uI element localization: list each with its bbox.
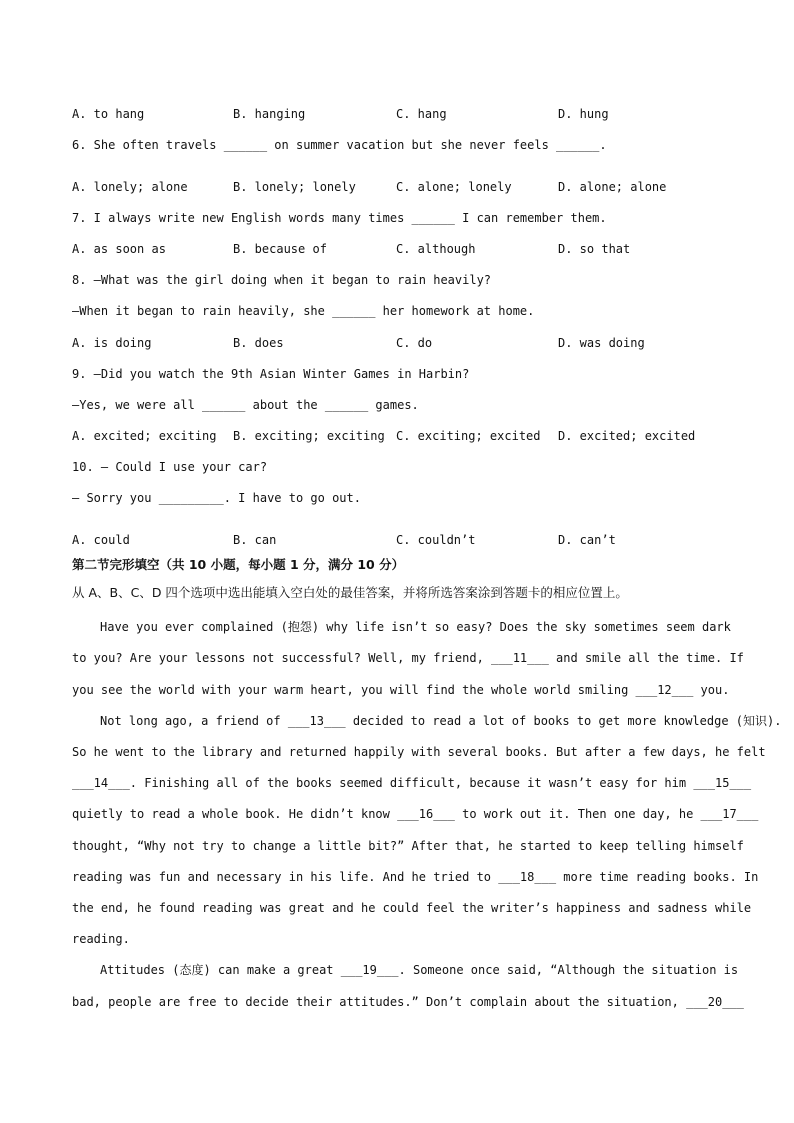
q10-option-d: D. can’t xyxy=(558,533,616,547)
q8-option-c: C. do xyxy=(396,336,433,350)
q9-stem-question: 9. —Did you watch the 9th Asian Winter Games in Harbin? xyxy=(72,367,470,381)
passage-line: reading was fun and necessary in his life. And he tried to ___18___ more time reading books. In xyxy=(72,870,759,884)
passage-line: you see the world with your warm heart, you will find the whole world smiling ___12___ you. xyxy=(72,683,730,697)
q8-option-a: A. is doing xyxy=(72,336,152,350)
q6-option-a: A. lonely; alone xyxy=(72,180,188,194)
q5-option-c: C. hang xyxy=(396,107,447,121)
q6-stem: 6. She often travels ______ on summer vacation but she never feels ______. xyxy=(72,138,607,152)
q9-option-b: B. exciting; exciting xyxy=(233,429,385,443)
passage-line: to you? Are your lessons not successful? Well, my friend, ___11___ and smile all the time. If xyxy=(72,651,744,665)
q5-options xyxy=(72,106,732,122)
passage-line: bad, people are free to decide their attitudes.” Don’t complain about the situation, ___20___ xyxy=(72,995,744,1009)
q7-stem: 7. I always write new English words many times ______ I can remember them. xyxy=(72,211,607,225)
q5-option-d: D. hung xyxy=(558,107,609,121)
q8-stem-question: 8. —What was the girl doing when it began to rain heavily? xyxy=(72,273,492,287)
q6-option-d: D. alone; alone xyxy=(558,180,667,194)
q9-stem-answer: —Yes, we were all ______ about the ______ games. xyxy=(72,398,419,412)
q8-options xyxy=(72,335,732,351)
q9-option-c: C. exciting; excited xyxy=(396,429,541,443)
q9-option-d: D. excited; excited xyxy=(558,429,696,443)
q10-options xyxy=(72,532,732,548)
passage-line: Have you ever complained (抱怨) why life isn’t so easy? Does the sky sometimes seem dark xyxy=(100,620,731,634)
section-instruction: 从 A、B、C、D 四个选项中选出能填入空白处的最佳答案，并将所选答案涂到答题卡的相应位置上。 xyxy=(72,585,628,600)
q6-option-c: C. alone; lonely xyxy=(396,180,512,194)
q5-option-b: B. hanging xyxy=(233,107,306,121)
q6-option-b: B. lonely; lonely xyxy=(233,180,356,194)
passage-line: thought, “Why not try to change a little bit?” After that, he started to keep telling himself xyxy=(72,839,744,853)
q9-option-a: A. excited; exciting xyxy=(72,429,217,443)
q6-options xyxy=(72,179,732,195)
q7-options xyxy=(72,241,732,257)
section-heading: 第二节完形填空（共 10 小题，每小题 1 分，满分 10 分） xyxy=(72,557,405,572)
q7-option-c: C. although xyxy=(396,242,476,256)
passage-line: reading. xyxy=(72,932,130,946)
passage-line: ___14___. Finishing all of the books seemed difficult, because it wasn’t easy for him ___15___ xyxy=(72,776,752,790)
q8-option-d: D. was doing xyxy=(558,336,645,350)
q10-option-b: B. can xyxy=(233,533,277,547)
q10-option-c: C. couldn’t xyxy=(396,533,476,547)
q10-stem-question: 10. — Could I use your car? xyxy=(72,460,268,474)
q7-option-d: D. so that xyxy=(558,242,631,256)
passage-line: Attitudes (态度) can make a great ___19___. Someone once said, “Although the situation is xyxy=(100,963,739,977)
passage-line: So he went to the library and returned happily with several books. But after a few days, he felt xyxy=(72,745,766,759)
q7-option-b: B. because of xyxy=(233,242,327,256)
q10-option-a: A. could xyxy=(72,533,130,547)
q7-option-a: A. as soon as xyxy=(72,242,166,256)
q8-option-b: B. does xyxy=(233,336,284,350)
passage-line: Not long ago, a friend of ___13___ decided to read a lot of books to get more knowledge (知识). xyxy=(100,714,782,728)
q8-stem-answer: —When it began to rain heavily, she ______ her homework at home. xyxy=(72,304,535,318)
passage-line: the end, he found reading was great and he could feel the writer’s happiness and sadness while xyxy=(72,901,752,915)
q9-options xyxy=(72,428,732,444)
q5-option-a: A. to hang xyxy=(72,107,145,121)
passage-line: quietly to read a whole book. He didn’t know ___16___ to work out it. Then one day, he ___17___ xyxy=(72,807,759,821)
q10-stem-answer: — Sorry you _________. I have to go out. xyxy=(72,491,361,505)
